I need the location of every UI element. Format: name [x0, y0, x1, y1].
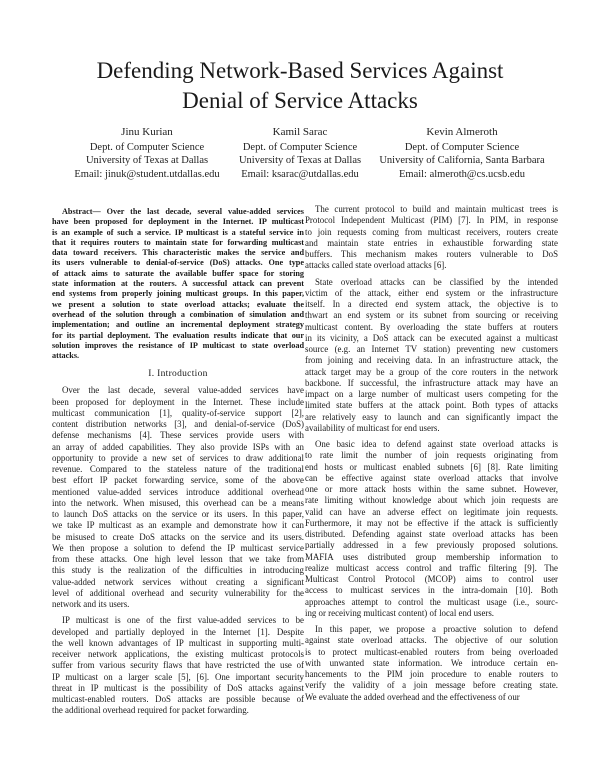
text-line: we take IP multicast as an example and demonstrate how it can: [52, 520, 304, 531]
text-line: One basic idea to defend against state overload attacks is: [315, 439, 558, 449]
text-line: itself. In a directed end system attack, the objective is to: [305, 299, 558, 309]
text-line: be misused to create DoS attacks on the service and its users.: [52, 531, 304, 542]
author-name: Kevin Almeroth: [426, 126, 498, 138]
text-line: multicast content. By overloading the state buffers at routers: [305, 321, 558, 332]
text-line: from these attacks. One high level lesson that we take from: [52, 554, 304, 565]
text-line: revenue. Compared to the stateless nature of the traditional: [52, 464, 304, 475]
text-line: threat in IP multicast is the possibility of DoS attacks against: [52, 682, 304, 693]
author-dept: Dept. of Computer Science: [404, 141, 520, 153]
text-line: In this paper, we propose a proactive solution to defend: [315, 624, 558, 634]
text-line: an array of added capabilities. They also provide ISPs with an: [52, 441, 304, 452]
text-line: the well known advantages of IP multicast in supporting multi-: [52, 637, 304, 648]
author-dept: Dept. of Computer Science: [242, 141, 358, 153]
text-line: and maintain state entries in exhaustible forwarding state: [305, 237, 558, 248]
left-column: [52, 207, 304, 717]
author-email: Email: jinuk@student.utdallas.edu: [74, 168, 220, 180]
text-line: into the network. When misused, this overhead can be a means: [52, 497, 304, 508]
text-line: MAFIA uses distributed group membership information to: [305, 551, 558, 562]
right-column: [305, 204, 558, 703]
text-line: are relatively easy to launch and can significantly impact the: [305, 411, 558, 422]
author-university: University of Texas at Dallas: [85, 155, 209, 166]
text-line: level of additional overhead and security vulnerability for the: [52, 587, 304, 598]
text-line: We then propose a solution to defend the IP multicast service: [52, 542, 304, 553]
text-line: victim of the attack, either end system or the infrastructure: [305, 287, 558, 298]
author-email: Email: ksarac@utdallas.edu: [241, 168, 359, 180]
text-line: have been proposed for deployment in the Internet. IP multicast: [52, 217, 304, 227]
text-line: to rate limit the number of join requests originating from: [305, 450, 558, 461]
paragraph: [52, 615, 304, 716]
text-line: Abstract— Over the last decade, several value-added services: [62, 207, 304, 216]
text-line: data toward receivers. This characteristic makes the service and: [52, 248, 304, 258]
text-line: Multicast Control Protocol (MCOP) aims to control user: [305, 574, 558, 584]
text-line: can be effective against state overload attacks that involve: [305, 472, 558, 483]
text-line: multicast-enabled routers. DoS attacks are possible because of: [52, 694, 304, 705]
text-line: that it requires routers to maintain state for forwarding multicast: [52, 237, 304, 247]
text-line: to join requests coming from multicast receivers, routers create: [305, 226, 558, 237]
text-line: approaches attempt to control the multicast usage (i.e., sourc-: [305, 596, 558, 607]
text-line: of attack aims to saturate the available buffer space for storing: [52, 268, 304, 278]
text-line: receiver network applications, the existing multicast protocols: [52, 649, 304, 660]
text-line: limited state buffers at the attack point. Both types of attacks: [305, 400, 558, 411]
text-line: from joining and receiving data. In an infrastructure attack, the: [305, 355, 558, 366]
text-line: IP multicast on a larger scale [5], [6]. One important security: [52, 671, 304, 682]
text-line: developed and partially deployed in the Internet [1]. Despite: [52, 626, 304, 637]
author-name: Kamil Sarac: [272, 126, 328, 138]
text-line: defense mechanisms [4]. These services provide users with: [52, 430, 304, 441]
text-line: attacks.: [52, 351, 80, 361]
right-column-body: [305, 204, 558, 703]
text-line: against state overload attacks. The objective of our solution: [305, 635, 558, 646]
text-line: state information at the routers. A successful attack can prevent: [52, 279, 304, 289]
text-line: value-added network services without creating a significant: [52, 576, 304, 587]
text-line: in its vicinity, a DoS attack can be executed against a multicast: [305, 332, 558, 343]
text-line: been proposed for deployment in the Internet. These include: [52, 396, 304, 407]
text-line: best effort IP packet forwarding service, some of the above: [52, 475, 304, 486]
text-line: buffers. This mechanism makes routers vulnerable to DoS: [305, 249, 558, 259]
text-line: Protocol Independent Multicast (PIM) [7]. In PIM, in response: [305, 215, 558, 226]
text-line: content distribution networks [3], and denial-of-service (DoS): [52, 419, 304, 430]
author-name: Jinu Kurian: [121, 126, 173, 138]
text-line: ing or receiving multicast content) of local end users.: [305, 607, 495, 618]
text-line: is to protect multicast-enabled routers from being overloaded: [305, 646, 558, 657]
left-column-body: [52, 385, 304, 716]
text-line: Over the last decade, several value-added services have: [62, 385, 304, 396]
text-line: network and its users.: [52, 599, 130, 610]
text-line: suffer from various security flaws that have restricted the use of: [52, 660, 304, 671]
text-line: The current protocol to build and maintain multicast trees is: [315, 204, 558, 214]
paragraph: [305, 204, 558, 272]
title-line-2: Denial of Service Attacks: [182, 88, 418, 113]
text-line: Furthermore, it may not be effective if the attack is sufficiently: [305, 517, 558, 528]
section-heading-introduction: I. Introduction: [148, 369, 208, 380]
text-line: IP multicast is one of the first value-added services to be: [62, 615, 304, 626]
abstract: [52, 207, 304, 361]
text-line: for its partial deployment. The evaluation results indicate that our: [52, 330, 304, 340]
paragraph: [305, 624, 558, 703]
author-block-3: [362, 126, 562, 181]
author-email: Email: almeroth@cs.ucsb.edu: [398, 168, 525, 180]
text-line: attack target may be a group of the core routers in the network: [305, 366, 558, 377]
text-line: backbone. If successful, the infrastructure attack may have an: [305, 377, 558, 388]
text-line: implementation; and outline an incremental deployment strategy: [52, 320, 304, 330]
text-line: State overload attacks can be classified by the intended: [315, 276, 558, 287]
text-line: one or more attack hosts within the same subnet. However,: [305, 484, 558, 494]
text-line: multicast communication [1], quality-of-service support [2],: [52, 407, 304, 418]
text-line: We evaluate the added overhead and the effectiveness of our: [305, 691, 520, 702]
title-line-1: Defending Network-Based Services Against: [96, 58, 504, 83]
paragraph: [305, 439, 558, 619]
text-line: its users vulnerable to denial-of-service (DoS) attacks. One type: [52, 258, 304, 268]
text-line: end hosts or multicast enabled subnets [6] [8]. Rate limiting: [305, 461, 558, 472]
author-university: University of Texas at Dallas: [238, 155, 362, 166]
paragraph: [52, 385, 304, 610]
text-line: opportunity to provide a new set of services to draw additional: [52, 452, 304, 463]
text-line: is an example of such a service. IP multicast is a stateful service in: [52, 227, 304, 237]
text-line: distributed. Defending against state overload attacks has been: [305, 529, 558, 539]
text-line: hancements to the PIM join procedure to enable routers to: [305, 669, 558, 679]
paragraph: [305, 277, 558, 435]
text-line: verify the validity of a join message before creating state.: [305, 680, 558, 691]
text-line: realize multicast access control and traffic filtering [9]. The: [305, 562, 558, 573]
text-line: attacks called state overload attacks [6].: [305, 260, 447, 271]
text-line: availability of multicast for end users.: [305, 422, 440, 433]
author-dept: Dept. of Computer Science: [89, 141, 205, 153]
text-line: to launch DoS attacks on the service or its users. In this paper,: [52, 509, 304, 520]
text-line: we present a solution to state overload attacks; evaluate the: [52, 299, 304, 309]
text-line: impact on a large number of multicast users competing for the: [305, 389, 558, 399]
text-line: valid can have an adverse effect on legitimate join requests.: [305, 506, 558, 517]
text-line: mentioned value-added services introduce additional overhead: [52, 486, 304, 497]
paper-title: [50, 56, 550, 116]
text-line: partially addressed in a few previously proposed solutions.: [305, 540, 558, 551]
author-university: University of California, Santa Barbara: [379, 155, 545, 166]
text-line: overhead of the solution through a combination of simulation and: [52, 309, 304, 319]
text-line: source (e.g. an Internet TV station) preventing new customers: [305, 344, 558, 354]
text-line: access to multicast services in the intra-domain [10]. Both: [305, 585, 558, 596]
text-line: the additional overhead required for packet forwarding.: [52, 705, 249, 716]
text-line: this study is the realization of the difficulties in introducing: [52, 565, 304, 576]
text-line: with unwanted state information. We introduce certain en-: [305, 657, 558, 668]
text-line: solution improves the resistance of IP multicast to state overload: [52, 340, 304, 350]
text-line: rate limiting without knowledge about which join requests are: [305, 495, 558, 506]
text-line: end systems from properly joining multicast groups. In this paper,: [52, 289, 304, 299]
text-line: thwart an end system or its subnet from sourcing or receiving: [305, 310, 558, 321]
